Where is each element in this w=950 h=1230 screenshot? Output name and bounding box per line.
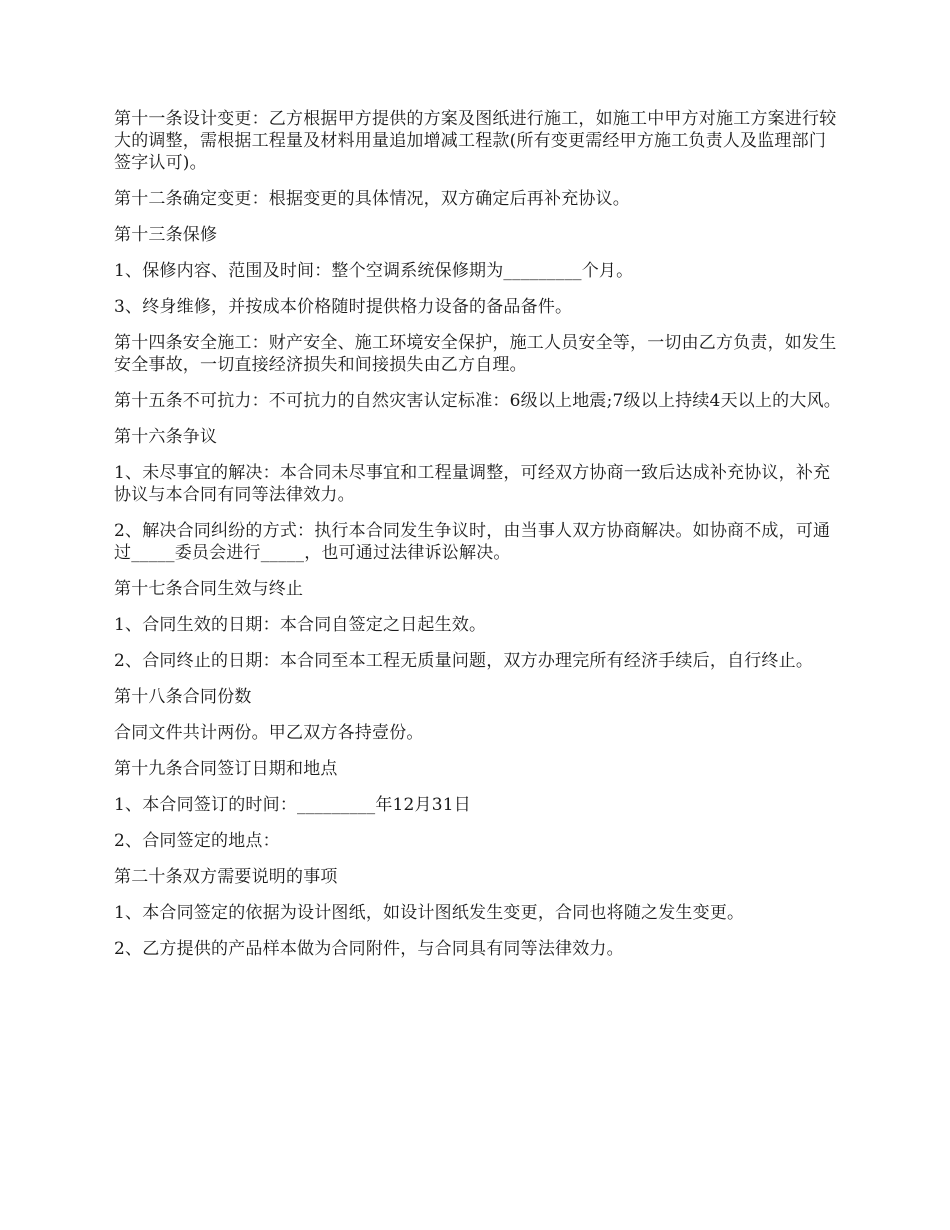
clause-15-force-majeure: 第十五条不可抗力：不可抗力的自然灾害认定标准：6级以上地震;7级以上持续4天以上的大风。 [114, 391, 841, 411]
clause-12-confirm-change: 第十二条确定变更：根据变更的具体情况，双方确定后再补充协议。 [114, 189, 630, 209]
document-body [114, 108, 842, 974]
clause-17-heading: 第十七条合同生效与终止 [114, 579, 304, 599]
clause-17-item-1: 1、合同生效的日期：本合同自签定之日起生效。 [114, 615, 487, 635]
clause-16-item-2: 2、解决合同纠纷的方式：执行本合同发生争议时，由当事人双方协商解决。如协商不成，可通过_____委员会进行_____，也可通过法律诉讼解决。 [114, 521, 831, 563]
clause-20-item-2: 2、乙方提供的产品样本做为合同附件，与合同具有同等法律效力。 [114, 939, 624, 959]
clause-18-text: 合同文件共计两份。甲乙双方各持壹份。 [114, 723, 424, 743]
clause-19-item-2: 2、合同签定的地点： [114, 831, 280, 851]
clause-18-heading: 第十八条合同份数 [114, 687, 252, 707]
clause-14-safety: 第十四条安全施工：财产安全、施工环境安全保护，施工人员安全等，一切由乙方负责，如发生安全事故，一切直接经济损失和间接损失由乙方自理。 [114, 333, 837, 375]
clause-11-design-change: 第十一条设计变更：乙方根据甲方提供的方案及图纸进行施工，如施工中甲方对施工方案进行较大的调整，需根据工程量及材料用量追加增减工程款(所有变更需经甲方施工负责人及监理部门签字认可)。 [114, 109, 837, 173]
clause-16-item-1: 1、未尽事宜的解决：本合同未尽事宜和工程量调整，可经双方协商一致后达成补充协议，补充协议与本合同有同等法律效力。 [114, 463, 831, 505]
clause-17-item-2: 2、合同终止的日期：本合同至本工程无质量问题，双方办理完所有经济手续后，自行终止。 [114, 651, 814, 671]
clause-13-item-3: 3、终身维修，并按成本价格随时提供格力设备的备品备件。 [114, 297, 573, 317]
clause-19-heading: 第十九条合同签订日期和地点 [114, 759, 338, 779]
clause-13-heading: 第十三条保修 [114, 225, 218, 245]
clause-16-heading: 第十六条争议 [114, 427, 218, 447]
clause-13-item-1: 1、保修内容、范围及时间：整个空调系统保修期为_________个月。 [114, 261, 634, 281]
clause-20-item-1: 1、本合同签定的依据为设计图纸，如设计图纸发生变更，合同也将随之发生变更。 [114, 903, 745, 923]
clause-19-item-1: 1、本合同签订的时间：_________年12月31日 [114, 795, 471, 815]
clause-20-heading: 第二十条双方需要说明的事项 [114, 867, 338, 887]
